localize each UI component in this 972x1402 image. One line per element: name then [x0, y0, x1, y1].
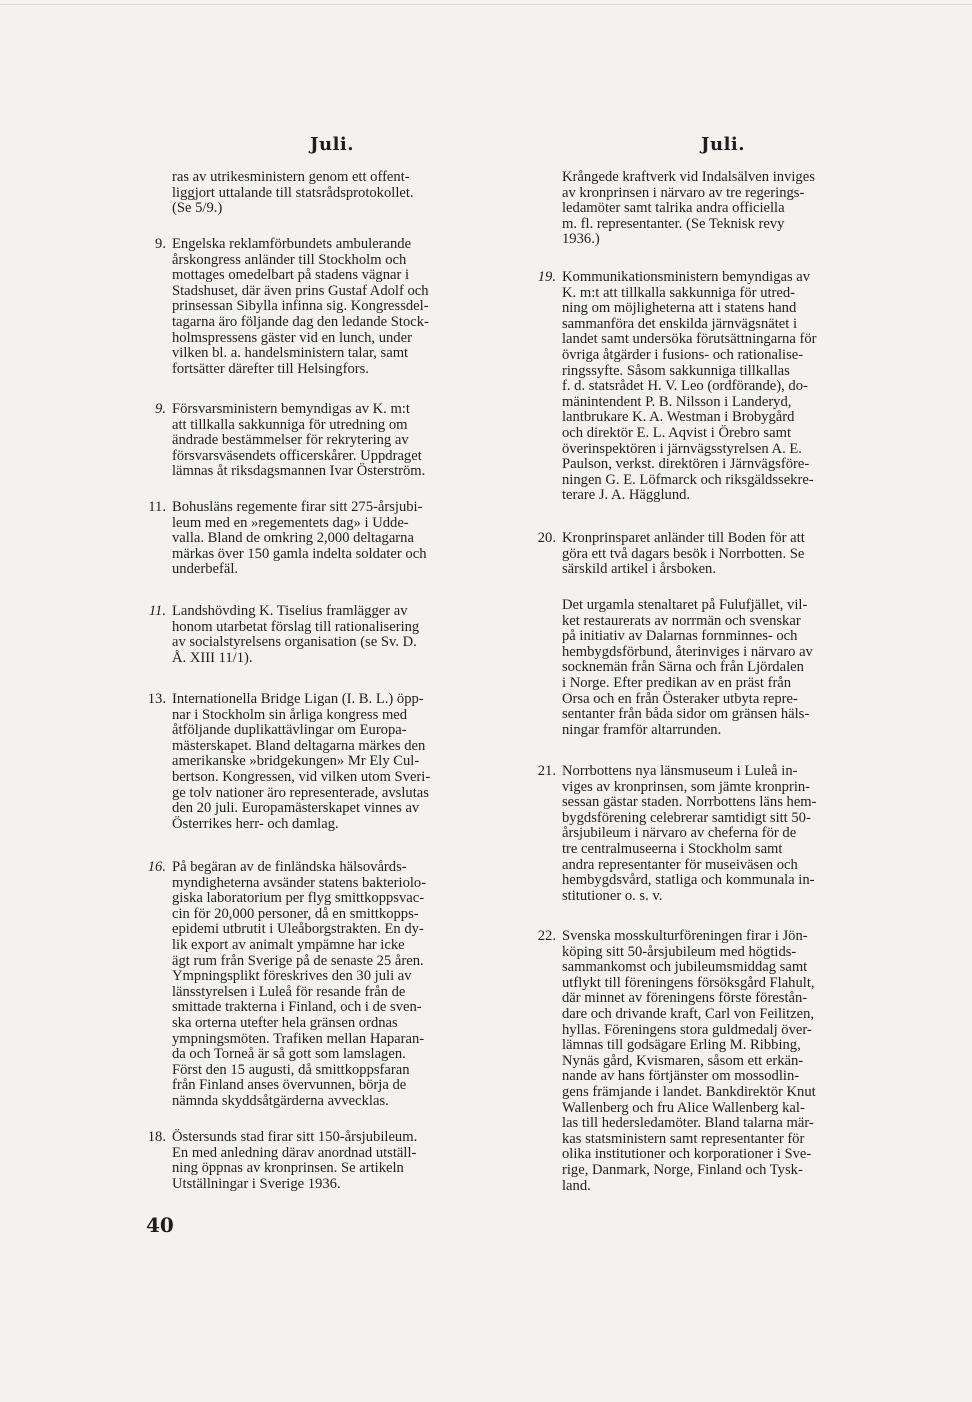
right-entry — [528, 929, 898, 1194]
right-entry — [528, 270, 898, 504]
entry-date: 16. — [147, 859, 166, 875]
right-entry — [528, 598, 898, 738]
entry-text: Svenska mosskulturföreningen firar i Jön- köping sitt 50-årsjubileum med högtids- sammankomst och jubileumsmiddag samt utflykt till föreningens försöksgård Flahult, där minnet av föreningens förste förestån- dare och drivande kraft, Carl von Feilitzen, hyllas. Föreningens stora guldmedalj över- lämnas till godsägare Erling M. Ribbing, Nynäs gård, Kvismaren, såsom ett erkän- nande av hans förtjänster om mossodlin- gens främjande i landet. Bankdirektör Knut Wallenberg och fru Alice Wallenberg kal- las till hedersledamöter. Bland talarna mär- kas statsministern samt representanter för olika institutioner och korporationer i Sve- rige, Danmark, Norge, Finland och Tysk- land. — [562, 928, 816, 1194]
left-entry — [138, 237, 510, 377]
entry-text: På begäran av de finländska hälsovårds- myndigheterna avsänder statens bakteriolo- giska laboratorium per flyg smittkoppsvac- cin för 20,000 personer, då en smittkopps- epidemi utbrutit i Uleåborgstrakten. En dy- lik export av animalt ympämne har icke ägt rum från Sverige på de senaste 25 åren. Ympningsplikt föreskrives den 30 juli av länsstyrelsen i Luleå för resande från de smittade trakterna i Finland, och i de sven- ska orterna utefter hela gränsen ordnas ympningsmöten. Trafiken mellan Haparan- da och Torneå är så gott som lamslagen. Först den 15 augusti, då smittkoppsfaran från Finland anses övervunnen, börja de nämnda skyddsåtgärderna avvecklas. — [172, 859, 427, 1109]
right-column-title: Juli. — [700, 134, 746, 155]
entry-date: 20. — [537, 530, 556, 546]
left-entry — [138, 402, 510, 480]
entry-text: Krångede kraftverk vid Indalsälven inviges av kronprinsen i närvaro av tre regerings- ledamöter samt talrika andra officiella m. fl. representanter. (Se Teknisk revy 1936.) — [562, 169, 815, 248]
entry-text: Bohusläns regemente firar sitt 275-årsjubi- leum med en »regementets dag» i Udde- valla. Bland de omkring 2,000 deltagarna märkas över 150 gamla indelta soldater och underbefäl. — [172, 499, 427, 578]
entry-text: Östersunds stad firar sitt 150-årsjubileum. En med anledning därav anordnad utställ- ning öppnas av kronprinsen. Se artikeln Utställningar i Sverige 1936. — [172, 1129, 418, 1192]
right-entry — [528, 170, 898, 248]
right-entry — [528, 764, 898, 904]
left-entry — [138, 170, 510, 217]
left-entry — [138, 860, 510, 1110]
entry-date: 19. — [537, 269, 556, 285]
left-column-title: Juli. — [309, 134, 355, 155]
left-entry — [138, 692, 510, 832]
entry-date: 9. — [155, 401, 166, 417]
entry-text: Landshövding K. Tiselius framlägger av honom utarbetat förslag till rationalisering av socialstyrelsens organisation (se Sv. D. Å. XIII 11/1). — [172, 603, 420, 666]
left-entry — [138, 500, 510, 578]
entry-text: Kommunikationsministern bemyndigas av K. m:t att tillkalla sakkunniga för utred- ning om möjligheterna att i statens hand sammanföra det enskilda järnvägsnätet i landet samt undersöka förutsättningarna för övriga åtgärder i fusions- och rationalise- ringssyfte. Såsom sakkunniga tillkallas f. d. statsrådet H. V. Leo (ordförande), do- mänintendent P. B. Nilsson i Landeryd, lantbrukare K. A. Westman i Brobygård och direktör E. L. Aqvist i Örebro samt överinspektören i järnvägsstyrelsen A. E. Paulson, verkst. direktören i Järnvägsföre- ningen G. E. Löfmarck och riksgäldssekre- terare J. A. Hägglund. — [562, 269, 817, 504]
entry-text: Internationella Bridge Ligan (I. B. L.) öpp- nar i Stockholm sin årliga kongress med åtföljande duplikattävlingar om Europa- mästerskapet. Bland deltagarna märkes den amerikanske »bridgekungen» Mr Ely Cul- bertson. Kongressen, vid vilken utom Sveri- ge tolv nationer äro representerade, avslutas den 20 juli. Europamästerskapet vinnes av Österrikes herr- och damlag. — [172, 691, 431, 832]
entry-date: 22. — [537, 928, 556, 944]
entry-text: Det urgamla stenaltaret på Fulufjället, vil- ket restaurerats av norrmän och svenskar på initiativ av Dalarnas fornminnes- och hembygdsförbund, återinviges i närvaro av socknemän från Särna och från Ljördalen i Norge. Efter predikan av en präst från Orsa och en från Österaker utbyta repre- sentanter från båda sidor om gränsen häls- ningar framför altarrunden. — [562, 597, 813, 738]
entry-text: Engelska reklamförbundets ambulerande årskongress anländer till Stockholm och mottages omedelbart på stadens vägnar i Stadshuset, där även prins Gustaf Adolf och prinsessan Sibylla infinna sig. Kongressdel- tagarna äro följande dag den ledande Stock- holmspressens gäster vid en lunch, under vilken bl. a. handelsministern talar, samt fortsätter därefter till Helsingfors. — [172, 236, 429, 377]
left-entry — [138, 1130, 510, 1192]
entry-text: Kronprinsparet anländer till Boden för att göra ett två dagars besök i Norrbotten. Se särskild artikel i årsboken. — [562, 530, 805, 578]
entry-text: ras av utrikesministern genom ett offent- liggjort uttalande till statsrådsprotokollet. (Se 5/9.) — [172, 169, 414, 217]
top-rule — [0, 4, 972, 5]
entry-date: 21. — [537, 763, 556, 779]
entry-date: 9. — [155, 236, 166, 252]
entry-date: 11. — [148, 603, 166, 619]
entry-text: Norrbottens nya länsmuseum i Luleå in- viges av kronprinsen, som jämte kronprin- sessan gästar staden. Norrbottens läns hem- bygdsförening celebrerar samtidigt sitt 50- årsjubileum i närvaro av cheferna för de tre centralmuseerna i Stockholm samt andra representanter för museiväsen och hembygdsvård, statliga och kommunala in- stitutioner o. s. v. — [562, 763, 817, 904]
entry-date: 11. — [148, 499, 166, 515]
page-number: 40 — [146, 1213, 174, 1237]
entry-date: 13. — [147, 691, 166, 707]
entry-text: Försvarsministern bemyndigas av K. m:t att tillkalla sakkunniga för utredning om ändrade bestämmelser för rekrytering av försvarsväsendets officerskårer. Uppdraget lämnas åt riksdagsmannen Ivar Österström. — [172, 401, 426, 480]
left-entry — [138, 604, 510, 666]
right-entry — [528, 531, 898, 578]
entry-date: 18. — [147, 1129, 166, 1145]
